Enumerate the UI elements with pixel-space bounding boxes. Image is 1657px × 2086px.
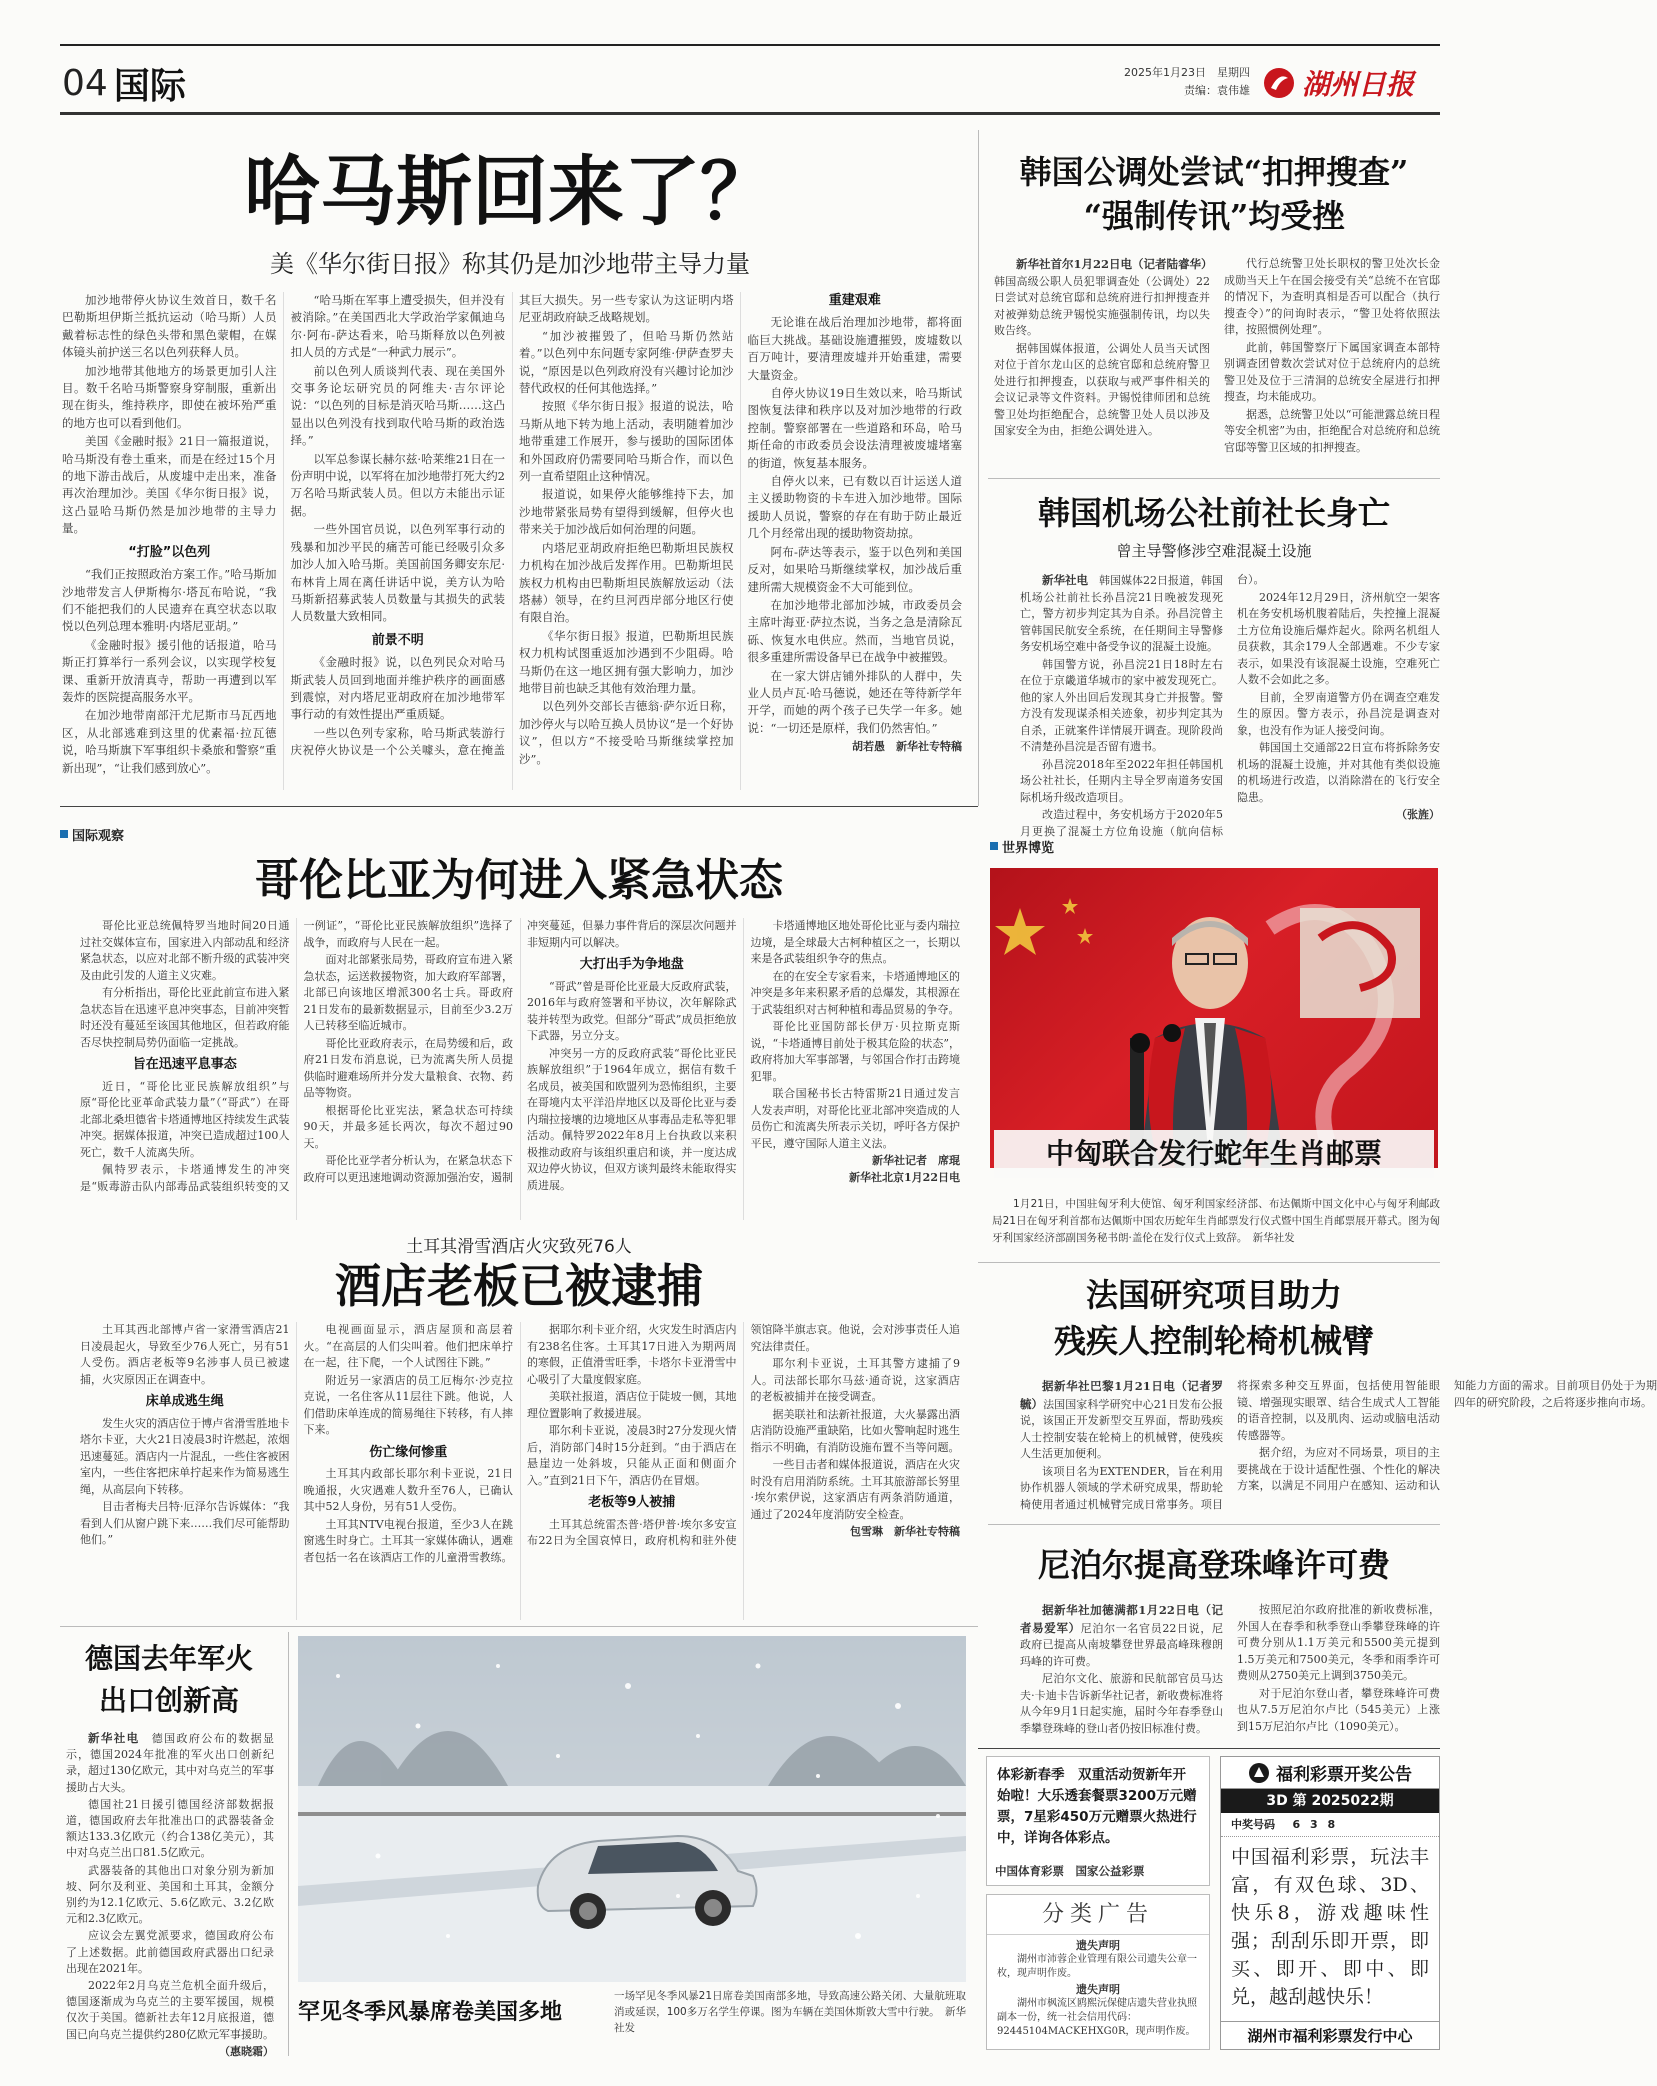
storm-photo-image [298,1636,966,1982]
korea1-para: 代行总统警卫处长职权的警卫处次长金成勋当天上午在国会接受有关“总统不在官邸的情况下，为查明真相是否可以配合（执行搜查令）”的问询时表示，“警卫处将依照法律，按照惯例处理”。 [1224,257,1440,336]
korea1-para: 据韩国媒体报道，公调处人员当天试图对位于首尔龙山区的总统官邸和总统府警卫处进行扣押搜查，以获取与戒严事件相关的会议记录等文件资料。尹锡悦律师团和总统警卫处均拒绝配合，总统警卫处人员以涉及国家安全为由，拒绝公调处进入。 [994,341,1210,437]
notice2-title: 遗失声明 [1076,1983,1120,1996]
colombia-para: 近日，“哥伦比亚民族解放组织”与原“哥伦比亚革命武装力量”（“哥武”）在哥北部北桑坦德省卡塔通博地区持续发生武装冲突。据媒体报道，冲突已造成超过100人死亡，数千人流离失所。 [80,1079,290,1159]
nepal-para: 据新华社加德满都1月22日电（记者易爱军）尼泊尔一名官员22日说，尼政府已提高从南坡攀登世界最高峰珠穆朗玛峰的许可费。 [1020,1603,1223,1668]
tag-square-icon [990,842,998,850]
masthead-meta [1110,64,1250,104]
notice2-text: 湖州市枫流区鸥熙沅保健店遗失营业执照副本一份，统一社会信用代码：92445104MACKEHXG0R，现声明作废。 [997,1998,1197,2037]
colombia-para: 哥伦比亚政府表示，在局势缓和后，政府21日发布消息说，已为流离失所人员提供临时避难场所并分发大量粮食、衣物、药品等物资。 [303,1036,513,1099]
column-divider [978,130,979,806]
page-number: 04 [62,62,108,104]
turkey-kicker: 土耳其滑雪酒店火灾致死76人 [406,1237,632,1257]
section-divider [60,1626,978,1627]
germany-para: 德国社21日援引德国经济部数据报道，德国政府去年批准出口的武器装备金额达133.3亿欧元（约合138亿美元），其中对乌克兰出口81.5亿欧元。 [66,1797,274,1860]
france-para: 据新华社巴黎1月21日电（记者罗毓）法国国家科学研究中心21日发布公报说，该国正开发新型交互界面，帮助残疾人士控制安装在轮椅上的机械臂，使残疾人生活更加便利。 [1020,1379,1224,1460]
hamas-para: 自停火以来，已有数以百计运送人道主义援助物资的卡车进入加沙地带。国际援助人员说，警察的存在有助于防止最近几个月经常出现的援助物资劫掠。 [747,474,962,541]
colombia-para: “哥武”曾是哥伦比亚最大反政府武装，2016年与政府签署和平协议，次年解除武装并转型为政党。但部分“哥武”成员拒绝放下武器，另立分支。 [527,979,737,1042]
korea2-para: 2024年12月29日，济州航空一架客机在务安机场机腹着陆后，失控撞上混凝土方位角设施后爆炸起火。除两名机组人员获救，其余179人全部遇难。不少专家表示，如果没有该混凝土设施，空难死亡人数不会如此之多。 [1237,590,1440,686]
korea2-para: 目前，全罗南道警方仍在调查空难发生的原因。警方表示，孙昌浣是调查对象，也没有作为证人接受问询。 [1237,690,1440,737]
hamas-body [62,292,962,790]
editor-credit: 责编：袁伟雄 [1184,84,1250,97]
france-para: 该项目名为EXTENDER，旨在利用协作机器人领域的学术研究成果，帮助轮椅使用者通过机械臂完成日常事务。项目将探索多种交互界面，包括使用智能眼镜、增强现实眼罩、结合生成式人工智能的语音控制，以及肌肉、运动或脑电活动传感器等。 [1020,1379,1440,1511]
welfare-lottery-header [1221,1757,1439,1789]
korea2-subtitle: 曾主导警修涉空难混凝土设施 [1116,542,1312,560]
sports-lottery-footer: 中国体育彩票 国家公益彩票 [995,1864,1145,1878]
colombia-dateline: 新华社北京1月22日电 [849,1170,960,1184]
turkey-para: 据耶尔利卡亚介绍，火灾发生时酒店内有238名住客。土耳其17日进入为期两周的寒假，正值滑雪旺季，卡塔尔卡亚滑雪中心吸引了大量度假家庭。 [527,1323,737,1386]
turkey-para: 土耳其内政部长耶尔利卡亚说，21日晚通报，火灾遇难人数升至76人，已确认其中52人身份，另有51人受伤。 [303,1467,513,1513]
hamas-para: 阿布-萨达等表示，鉴于以色列和美国反对，如果哈马斯继续掌权，加沙战后重建所需大规模资金不大可能到位。 [747,544,962,594]
hamas-para: “哈马斯在军事上遭受损失，但并没有被消除。”在美国西北大学政治学家佩迪乌尔·阿布-萨达看来，哈马斯释放以色列被扣人员的方式是“一种武力展示”。 [290,293,505,360]
hamas-subtitle: 美《华尔街日报》称其仍是加沙地带主导力量 [270,250,750,278]
france-top-divider [978,1262,1440,1263]
germany-byline: 新华社电 [88,1731,140,1745]
tag-square-icon [60,830,68,838]
colombia-para: 哥伦比亚总统佩特罗当地时间20日通过社交媒体宣布，国家进入内部动乱和经济紧急状态，以应对北部不断升级的武装冲突及由此引发的人道主义灾难。 [80,919,290,982]
nepal-byline: 据新华社加德满都1月22日电（记者易爱军） [1020,1603,1223,1635]
hamas-para: 加沙地带停火协议生效首日，数千名巴勒斯坦伊斯兰抵抗运动（哈马斯）人员戴着标志性的绿色头带和黑色蒙帽，在媒体镜头前护送三名以色列获释人员。 [62,293,277,360]
column-divider [288,1632,289,2056]
hamas-para: 前以色列人质谈判代表、现在美国外交事务论坛研究员的阿维夫·吉尔评论说：“以色列的目标是消灭哈马斯……这凸显出以色列没有找到取代哈马斯的政治选择。” [290,363,505,448]
hamas-subhead: 前景不明 [371,632,424,648]
stamp-caption: 1月21日，中国驻匈牙利大使馆、匈牙利国家经济部、布达佩斯中国文化中心与匈牙利邮政局21日在匈牙利首都布达佩斯中国农历蛇年生肖邮票发行仪式暨中国生肖邮票展开幕式。图为匈牙利国家经济部副国务秘书朗·盖伦在发行仪式上致辞。 新华社发 [992,1198,1440,1244]
welfare-lottery-title: 福利彩票开奖公告 [1276,1765,1412,1785]
korea2-title: 韩国机场公社前社长身亡 [1037,494,1390,532]
lottery-result-row [1221,1813,1439,1837]
colombia-para: 哥伦比亚学者分析认为，在紧急状态下政府可以更迅速地调动资源加强治安，遏制冲突蔓延，但暴力事件背后的深层次问题并非短期内可以解决。 [303,919,737,1184]
turkey-para: 美联社报道，酒店位于陡坡一侧，其地理位置影响了救援进展。 [527,1390,737,1420]
turkey-para: 附近另一家酒店的员工厄梅尔·沙克拉克说，一名住客从11层往下跳。他说，人们借助床单连成的简易绳往下转移，有人摔下来。 [303,1373,513,1436]
colombia-body [80,918,960,1220]
hamas-para: 《华尔街日报》报道，巴勒斯坦民族权力机构试图重返加沙遇到不少阻碍。哈马斯仍在这一地区拥有强大影响力，加沙地带目前也缺乏其他有效治理力量。 [519,628,734,695]
korea2-para: 新华社电 韩国媒体22日报道，韩国机场公社前社长孙昌浣21日晚被发现死亡，警方初步判定其为自杀。孙昌浣曾主管韩国民航安全系统，在任期间主导警修务安机场空难中备受争议的混凝土设施。 [1020,573,1223,653]
turkey-subhead: 床单成逃生绳 [145,1394,224,1409]
germany-signature: （惠晓霜） [219,2044,274,2058]
germany-para: 应议会左翼党派要求，德国政府公布了上述数据。此前德国政府武器出口纪录出现在2021年。 [66,1929,274,1975]
paper-logo-icon [1262,66,1296,100]
sports-lottery-ad [986,1756,1210,1886]
colombia-tag: 国际观察 [60,824,124,844]
germany-para: 新华社电 德国政府公布的数据显示，德国2024年批准的军火出口创新纪录，超过130亿欧元，其中对乌克兰的军事援助占大头。 [66,1731,275,1794]
notice1-title: 遗失声明 [1076,1939,1120,1952]
hamas-para: 《金融时报》说，以色列民众对哈马斯武装人员回到地面并维护秩序的画面感到震惊，对内塔尼亚胡政府在加沙地带军事行动的有效性提出严重质疑。 [290,655,505,722]
turkey-para: 土耳其NTV电视台报道，至少3人在跳窗逃生时身亡。土耳其一家媒体确认，遇难者包括一名在该酒店工作的儿童滑雪教练。 [303,1517,513,1564]
hamas-para: 美国《金融时报》21日一篇报道说，哈马斯没有卷土重来，而是在经过15个月的地下游击战后，从废墟中走出来，准备再次治理加沙。美国《华尔街日报》说，这凸显哈马斯仍然是加沙地带的主导力量。 [62,434,277,536]
welfare-lottery-box [1220,1756,1440,2050]
colombia-para: 联合国秘书长古特雷斯21日通过发言人发表声明，对哥伦比亚北部冲突造成的人员伤亡和流离失所表示关切，呼吁各方保护平民，遵守国际人道主义法。 [750,1087,960,1150]
hamas-para: 内塔尼亚胡政府拒绝巴勒斯坦民族权力机构在加沙战后发挥作用。巴勒斯坦民族权力机构由巴勒斯坦民族解放运动（法塔赫）领导，在约旦河西岸部分地区行使有限自治。 [519,540,734,625]
hamas-subhead: 重建艰难 [828,293,881,308]
france-title-line1: 法国研究项目助力 [1085,1276,1342,1314]
germany-body [66,1730,275,2058]
colombia-para: 卡塔通博地区地处哥伦比亚与委内瑞拉边境，是全球最大古柯种植区之一，长期以来是各武装组织争夺的焦点。 [750,919,960,965]
turkey-para: 电视画面显示，酒店屋顶和高层着火。“在高层的人们尖叫着。他们把床单拧在一起，往下爬，一个人试图往下跳。” [303,1323,513,1369]
korea1-para: 此前，韩国警察厅下属国家调查本部特别调查团曾数次尝试对位于总统府内的总统警卫处及位于三清洞的总统安全屋进行扣押搜查，均未能成功。 [1224,340,1440,403]
korea2-byline: 新华社电 [1042,573,1088,587]
colombia-para: 有分析指出，哥伦比亚此前宣布进入紧急状态旨在迅速平息冲突事态，目前冲突暂时还没有蔓延至该国其他地区，但若政府能否尽快控制局势仍面临一定挑战。 [80,986,290,1049]
lottery-footer: 湖州市福利彩票发行中心 [1221,2021,1439,2049]
colombia-title: 哥伦比亚为何进入紧急状态 [255,855,783,906]
paper-logo [1262,58,1452,108]
turkey-signature: 包雪琳 新华社专特稿 [850,1525,960,1538]
hamas-para: 在加沙地带南部汗尤尼斯市马瓦西地区，从北部逃难到这里的优素福·拉瓦德说，哈马斯旗下军事组织卡桑旅和警察“重新出现”，“让我们感到放心”。 [62,708,277,775]
colombia-subhead: 大打出手为争地盘 [579,957,684,972]
nepal-top-divider [988,1524,1440,1525]
lottery-issue: 3D 第 2025022期 [1221,1789,1439,1813]
hamas-title: 哈马斯回来了？ [244,147,776,236]
colombia-para: 在的在安全专家看来，卡塔通博地区的冲突是多年来积累矛盾的总爆发，其根源在于武装组织对古柯种植和毒品贸易的争夺。 [750,969,960,1016]
korea2-para: 孙昌浣2018年至2022年担任韩国机场公社社长，任期内主导全罗南道务安国际机场升级改造项目。 [1020,757,1223,804]
turkey-para: 发生火灾的酒店位于博卢省滑雪胜地卡塔尔卡亚，大火21日凌晨3时许燃起，浓烟迅速蔓延。酒店内一片混乱，一些住客被困室内，一些住客把床单拧起来作为简易逃生绳，从高层向下转移。 [80,1416,290,1496]
hamas-signature: 胡若愚 新华社专特稿 [852,740,962,754]
stamp-title: 中匈联合发行蛇年生肖邮票 [994,1130,1434,1178]
sports-lottery-text: 体彩新春季 双重活动贺新年开始啦！大乐透套餐票3200万元赠票，7星彩450万元赠票火热进行中，详询各体彩点。 [997,1767,1197,1846]
germany-title-line1: 德国去年军火 [84,1642,253,1675]
turkey-para: 据美联社和法新社报道，大火暴露出酒店消防设施严重缺陷，比如火警响起时逃生指示不明确，有消防设施布置不当等问题。 [750,1407,960,1454]
korea1-body [994,256,1440,468]
colombia-signature: 新华社记者 席琨 [872,1154,960,1167]
nepal-title: 尼泊尔提高登珠峰许可费 [1037,1546,1390,1584]
hamas-para: 自停火协议19日生效以来，哈马斯试图恢复法律和秩序以及对加沙地带的行政控制。警察部署在一些道路和环岛，哈马斯任命的市政委员会设法清理被废墟堵塞的街道，恢复基本服务。 [747,386,962,470]
welfare-lottery-logo-icon [1248,1762,1270,1784]
paper-name: 湖州日报 [1302,68,1415,101]
section-divider [60,806,978,807]
korea-divider [988,478,1440,479]
stamp-tag: 世界博览 [990,836,1054,856]
france-para: 据介绍，为应对不同场景，项目的主要挑战在于设计适配性强、个性化的解决方案，以满足不同用户在感知、运动和认知能力方面的需求。目前项目仍处于为期四年的研究阶段，之后将逐步推向市场。 [1237,1379,1657,1492]
korea2-body [1020,572,1440,844]
hamas-para: 报道说，如果停火能够维持下去，加沙地带紧张局势有望得到缓解，但停火也带来关于加沙战后如何治理的问题。 [519,487,734,537]
section-name: 国际 [113,65,186,107]
turkey-para: 土耳其总统雷杰普·塔伊普·埃尔多安宣布22日为全国哀悼日，政府机构和驻外使领馆降半旗志哀。他说，会对涉事责任人追究法律责任。 [527,1323,960,1547]
turkey-para: 土耳其西北部博卢省一家滑雪酒店21日凌晨起火，导致至少76人死亡，另有51人受伤。酒店老板等9名涉事人员已被逮捕，火灾原因正在调查中。 [80,1323,290,1386]
korea2-signature: （张旌） [1396,808,1440,821]
turkey-subhead: 伤亡缘何惨重 [369,1444,448,1460]
colombia-para: 面对北部紧张局势，哥政府宣布进入紧急状态，运送救援物资，加大政府军部署，北部已向该地区增派300名士兵。哥政府21日发布的最新数据显示，目前至少3.2万人已转移至临近城市。 [303,953,513,1032]
colombia-subhead: 旨在迅速平息事态 [132,1057,237,1072]
korea1-para: 新华社首尔1月22日电（记者陆睿华）韩国高级公职人员犯罪调查处（公调处）22日尝试对总统官邸和总统府进行扣押搜查并对被弹劾总统尹锡悦实施强制传讯，均以失败告终。 [994,257,1213,337]
ads-top-divider [978,1748,1440,1749]
lottery-numbers: 6 3 8 [1292,1818,1339,1831]
turkey-body [80,1322,960,1620]
germany-title [60,1638,278,1724]
masthead-bottom-rule [60,112,1440,115]
hamas-para: 一些外国官员说，以色列军事行动的残暴和加沙平民的痛苦可能已经吸引众多加沙人加入哈马斯。美国前国务卿安东尼·布林肯上周在离任讲话中说，美方认为哈马斯新招募武装人员数量与其损失的武装人员数量大致相同。 [290,522,505,624]
stamp-photo [990,868,1438,1168]
germany-para: 武器装备的其他出口对象分别为新加坡、阿尔及利亚、美国和土耳其，金额分别约为12.1亿欧元、5.6亿欧元、3.2亿欧元和2.3亿欧元。 [66,1863,274,1926]
turkey-para: 耶尔利卡亚说，凌晨3时27分发现火情后，消防部门4时15分赶到。“由于酒店在悬崖边一处斜坡，只能从正面和侧面介入。”直到21日下午，酒店仍在冒烟。 [527,1424,737,1487]
colombia-para: 冲突另一方的反政府武装“哥伦比亚民族解放组织”于1964年成立，据信有数千名成员，被美国和欧盟列为恐怖组织，主要在哥境内太平洋沿岸地区以及哥伦比亚与委内瑞拉接壤的边境地区从事毒品走私等犯罪活动。佩特罗2022年8月上台执政以来积极推动政府与该组织重启和谈，并一度达成双边停火协议，但双方谈判最终未能取得实质进展。 [527,1046,737,1192]
turkey-para: 一些目击者和媒体报道说，酒店在火灾时没有启用消防系统。土耳其旅游部长努里·埃尔索伊说，这家酒店有两条消防通道，通过了2024年度消防安全检查。 [750,1458,960,1521]
korea1-title-line2: “强制传讯”均受挫 [1083,197,1345,235]
korea2-para: 韩国警方说，孙昌浣21日18时左右在位于京畿道华城市的家中被发现死亡。他的家人外出回后发现其身亡并报警。警方没有发现谋杀相关迹象，初步判定其为自杀，正就案件详情展开调查。现阶段尚不清楚孙昌浣是否留有遗书。 [1020,657,1223,753]
classified-box [986,1894,1210,2050]
turkey-subhead: 老板等9人被捕 [588,1495,676,1510]
stamp-photo-image [990,868,1438,1168]
france-byline: 据新华社巴黎1月21日电（记者罗毓） [1020,1379,1223,1411]
hamas-subhead: “打脸”以色列 [128,544,211,560]
storm-caption: 一场罕见冬季风暴21日席卷美国南部多地，导致高速公路关闭、大量航班取消或延误，100多万名学生停课。图为车辆在美国休斯敦大雪中行驶。 新华社发 [614,1990,966,2034]
korea1-para: 据悉，总统警卫处以“可能泄露总统日程等安全机密”为由，拒绝配合对总统府和总统官邸等警卫区域的扣押搜查。 [1224,407,1440,454]
nepal-para: 对于尼泊尔登山者，攀登珠峰许可费也从7.5万尼泊尔卢比（545美元）上涨到15万尼泊尔卢比（1090美元）。 [1237,1686,1440,1733]
korea1-byline: 新华社首尔1月22日电（记者陆睿华） [1016,257,1213,271]
hamas-para: 加沙地带其他地方的场景更加引人注目。数千名哈马斯警察身穿制服，重新出现在街头，维持秩序，即使在被坏殆严重的地方也可以看到他们。 [62,363,277,430]
colombia-para: 根据哥伦比亚宪法，紧急状态可持续90天，并最多延长两次，每次不超过90天。 [303,1103,513,1150]
france-title [988,1272,1440,1368]
france-body [1020,1378,1657,1514]
lottery-slogan: 中国福利彩票，玩法丰富，有双色球、3D、快乐8，游戏趣味性强；刮刮乐即开票，即买、即开、即中、即兑，越刮越快乐！ [1231,1846,1429,2008]
hamas-para: 《金融时报》援引他的话报道，哈马斯正打算举行一系列会议，以实现学校复课、重新开放清真寺，帮助一再遭到以军轰炸的医院提高服务水平。 [62,637,277,704]
hamas-para: 以色列外交部长吉德翁·萨尔近日称，加沙停火与以哈互换人员协议“是一个好协议”，但以方“不接受哈马斯继续掌控加沙”。 [519,699,734,766]
hamas-para: 在一家大饼店铺外排队的人群中，失业人员卢瓦·哈马德说，她还在等待新学年开学，而她的两个孩子已失学一年多。她说：“一切还是原样，我们仍然害怕。” [747,668,962,735]
hamas-para: 在加沙地带北部加沙城，市政委员会主席叶海亚·萨拉杰说，当务之急是清除瓦砾、恢复水电供应。然而，当地官员说，很多重建所需设备早已在战争中被摧毁。 [747,597,962,665]
korea1-title-line1: 韩国公调处尝试“扣押搜查” [1019,153,1409,191]
turkey-title: 酒店老板已被逮捕 [335,1259,703,1313]
masthead-top-rule [60,44,1440,46]
nepal-body [1020,1602,1440,1738]
hamas-para: 按照《华尔街日报》报道的说法，哈马斯从地下转为地上活动，表明随着加沙地带重建工作展开，参与援助的国际团体和外国政府仍需要同哈马斯合作，而以色列一直希望阻止这种情况。 [519,399,734,484]
classified-title: 分类广告 [987,1895,1209,1935]
storm-title: 罕见冬季风暴席卷美国多地 [298,1999,563,2025]
france-title-line2: 残疾人控制轮椅机械臂 [1053,1322,1374,1360]
nepal-para: 尼泊尔文化、旅游和民航部官员马达夫·卡迪卡告诉新华社记者，新收费标准将从今年9月1日起实施，届时今年春季登山季攀登珠峰的登山者仍按旧标准付费。 [1020,1672,1223,1735]
masthead-left [62,58,186,108]
colombia-para: 哥伦比亚国防部长伊万·贝拉斯克斯说，“卡塔通博目前处于极其危险的状态”，政府将加大军事部署，与邻国合作打击跨境犯罪。 [750,1020,960,1083]
colombia-para: 佩特罗表示，卡塔通博发生的冲突是“贩毒游击队内部毒品武装组织转变的又一例证”，“哥伦比亚民族解放组织”选择了战争，而政府与人民在一起。 [80,919,513,1193]
hamas-para: 一些以色列专家称，哈马斯武装游行庆祝停火协议是一个公关噱头，意在掩盖其巨大损失。另一些专家认为这证明内塔尼亚胡政府缺乏战略规划。 [290,293,734,758]
turkey-para: 目击者梅夫吕特·厄泽尔告诉媒体：“我看到人们从窗户跳下来……我们尽可能帮助他们。” [80,1500,290,1546]
storm-photo [298,1636,966,1982]
hamas-para: “加沙被摧毁了，但哈马斯仍然站着。”以色列中东问题专家阿维·伊萨查罗夫说，“原因是以色列政府没有兴趣讨论加沙替代政权的任何其他选择。” [519,328,734,396]
korea1-title [988,150,1440,242]
hamas-para: 以军总参谋长赫尔兹·哈莱维21日在一份声明中说，以军将在加沙地带打死大约2万名哈马斯武装人员。但以方未能出示证据。 [290,451,505,518]
germany-title-line2: 出口创新高 [98,1684,239,1717]
lottery-label: 中奖号码 [1231,1818,1275,1831]
hamas-para: 无论谁在战后治理加沙地带，都将面临巨大挑战。基础设施遭摧毁，废墟数以百万吨计，要清理废墟并开始重建，需要大量资金。 [747,315,962,382]
hamas-para: “我们正按照政治方案工作。”哈马斯加沙地带发言人伊斯梅尔·塔瓦布哈说，“我们不能把我们的人民遗弃在真空状态以取悦以色列总理本雅明·内塔尼亚胡。” [62,567,277,634]
issue-date: 2025年1月23日 星期四 [1124,66,1250,79]
turkey-para: 耶尔利卡亚说，土耳其警方逮捕了9人。司法部长耶尔马兹·通奇说，这家酒店的老板被捕并在接受调查。 [750,1357,960,1403]
notice1-text: 湖州市沛蓉企业管理有限公司遗失公章一枚，现声明作废。 [997,1954,1197,1979]
korea2-para: 改造过程中，务安机场方于2020年5月更换了混凝土方位角设施（航向信标台）。 [1020,573,1265,838]
korea2-para: 韩国国土交通部22日宣布将拆除务安机场的混凝土设施，并对其他有类似设施的机场进行改造，以消除潜在的飞行安全隐患。 [1237,741,1440,804]
nepal-para: 按照尼泊尔政府批准的新收费标准，外国人在春季和秋季登山季攀登珠峰的许可费分别从1.1万美元和5500美元提到1.5万美元和7500美元，冬季和雨季许可费则从2750美元上调到3750美元。 [1237,1603,1440,1682]
germany-para: 2022年2月乌克兰危机全面升级后，德国逐渐成为乌克兰的主要军援国，规模仅次于美国。德新社去年12月底报道，德国已向乌克兰提供约280亿欧元军事援助。 [66,1979,274,2041]
